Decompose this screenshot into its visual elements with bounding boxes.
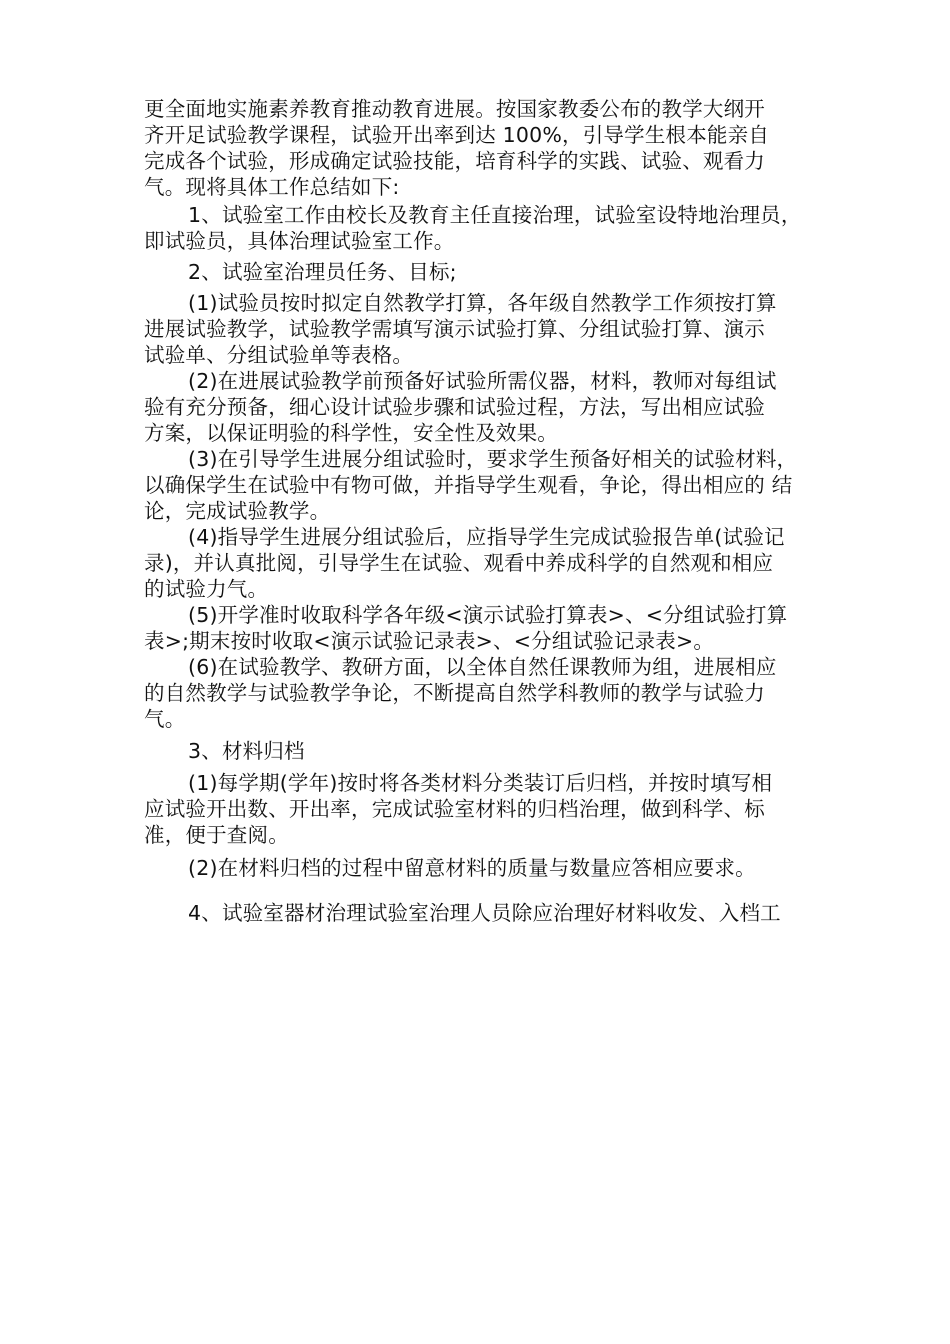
text-line: 气。	[144, 707, 186, 731]
text-line: 录)，并认真批阅，引导学生在试验、观看中养成科学的自然观和相应	[144, 551, 774, 575]
text-line: 应试验开出数、开出率，完成试验室材料的归档治理，做到科学、标	[144, 797, 765, 821]
text-line: (5)开学准时收取科学各年级<演示试验打算表>、<分组试验打算	[188, 603, 788, 627]
text-line: 的自然教学与试验教学争论，不断提高自然学科教师的教学与试验力	[144, 681, 765, 705]
text-line: 1、试验室工作由校长及教育主任直接治理，试验室设特地治理员，	[188, 203, 802, 227]
text-line: 更全面地实施素养教育推动教育进展。按国家教委公布的教学大纲开	[144, 97, 765, 121]
text-line: 试验单、分组试验单等表格。	[144, 343, 414, 367]
text-line: (1)每学期(学年)按时将各类材料分类装订后归档，并按时填写相	[188, 771, 773, 795]
text-line: 论，完成试验教学。	[144, 499, 331, 523]
text-line: 气。现将具体工作总结如下:	[144, 175, 400, 199]
text-line: (3)在引导学生进展分组试验时，要求学生预备好相关的试验材料，	[188, 447, 798, 471]
section-heading: 3、材料归档	[188, 739, 305, 763]
text-line: 方案，以保证明验的科学性，安全性及效果。	[144, 421, 558, 445]
text-line: 齐开足试验教学课程，试验开出率到达 100%，引导学生根本能亲自	[144, 123, 770, 147]
text-line: 即试验员，具体治理试验室工作。	[144, 229, 455, 253]
text-line: 进展试验教学，试验教学需填写演示试验打算、分组试验打算、演示	[144, 317, 765, 341]
text-line: 准，便于查阅。	[144, 823, 289, 847]
section-heading: 2、试验室治理员任务、目标;	[188, 260, 457, 284]
text-line: 验有充分预备，细心设计试验步骤和试验过程，方法，写出相应试验	[144, 395, 765, 419]
text-line: 的试验力气。	[144, 577, 269, 601]
text-line: 完成各个试验，形成确定试验技能，培育科学的实践、试验、观看力	[144, 149, 765, 173]
text-line: (2)在材料归档的过程中留意材料的质量与数量应答相应要求。	[188, 856, 756, 880]
text-line: (1)试验员按时拟定自然教学打算，各年级自然教学工作须按打算	[188, 291, 777, 315]
text-line: (2)在进展试验教学前预备好试验所需仪器，材料，教师对每组试	[188, 369, 777, 393]
section-heading: 4、试验室器材治理试验室治理人员除应治理好材料收发、入档工	[188, 901, 781, 925]
text-line: 表>;期末按时收取<演示试验记录表>、<分组试验记录表>。	[144, 629, 715, 653]
text-line: (6)在试验教学、教研方面，以全体自然任课教师为组，进展相应	[188, 655, 777, 679]
text-line: (4)指导学生进展分组试验后，应指导学生完成试验报告单(试验记	[188, 525, 785, 549]
text-line: 以确保学生在试验中有物可做，并指导学生观看，争论，得出相应的 结	[144, 473, 793, 497]
